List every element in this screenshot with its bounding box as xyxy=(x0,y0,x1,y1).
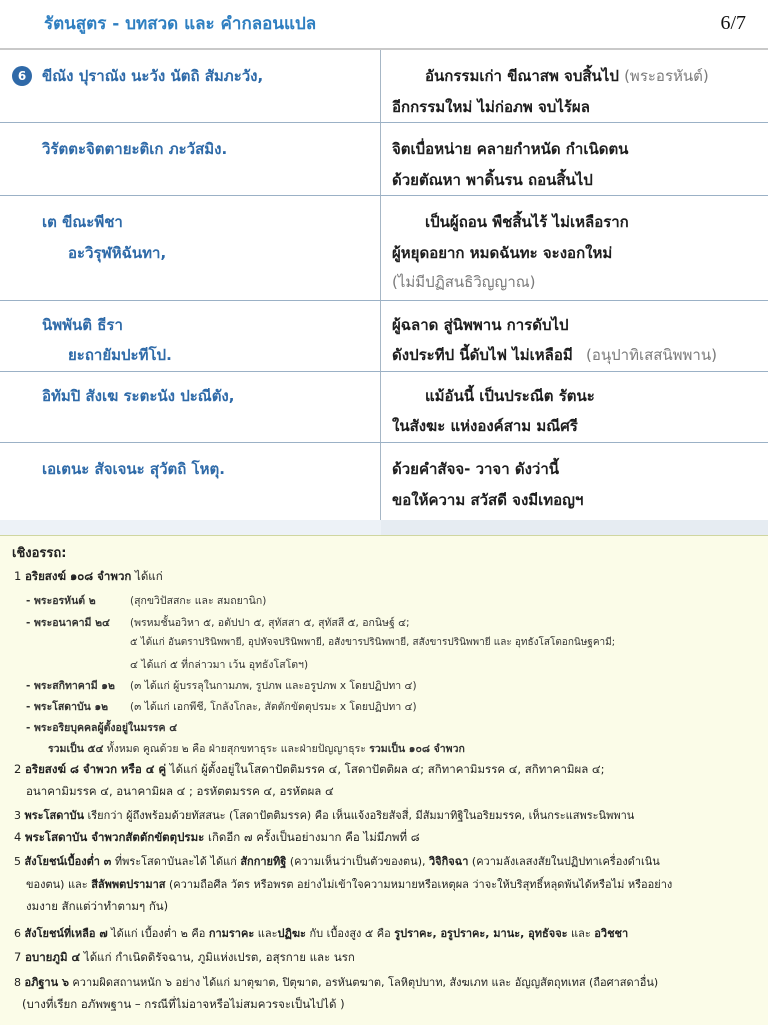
thai-text: ดังประทีป นี้ดับไฟ ไม่เหลือมี xyxy=(392,346,573,364)
thai-line: จิตเบื่อหน่าย คลายกำหนัด กำเนิดตน xyxy=(392,140,629,158)
footnote-1-label: - พระสกิทาคามี ๑๒ xyxy=(26,680,115,692)
verse-row xyxy=(0,123,768,196)
page-number: 6/7 xyxy=(720,12,746,34)
footnote-1-text: ๕ ได้แก่ อันตราปรินิพพายี, อุปหัจจปรินิพพายี, อสังขารปรินิพพายี, สสังขารปรินิพพายี และ อุทธังโสโตอกนิษฐคามี; xyxy=(130,637,616,648)
verse-number-badge: 6 xyxy=(12,66,32,86)
thai-line: ผู้ฉลาด สู่นิพพาน การดับไป xyxy=(392,316,569,334)
footnote-1-text: ๔ ได้แก่ ๕ ที่กล่าวมา เว้น อุทธังโสโตฯ) xyxy=(130,659,309,671)
footnote-1-text: (พรหมชั้นอวิหา ๕, อตัปปา ๕, สุทัสสา ๕, สุทัสสี ๕, อกนิษฐ์ ๔; xyxy=(130,617,410,629)
footnote-1-label: - พระโสดาบัน ๑๒ xyxy=(26,701,109,713)
verse-row xyxy=(0,196,768,301)
thai-line xyxy=(392,343,717,367)
footnote-1-label: - พระอรหันต์ ๒ xyxy=(26,595,96,607)
page-header xyxy=(0,0,768,48)
thai-line: แม้อันนี้ เป็นประณีต รัตนะ xyxy=(425,387,595,405)
pali-line: อะวิรุฬหิฉันทา, xyxy=(68,244,167,262)
page-title: รัตนสูตร - บทสวด และ คำกลอนแปล xyxy=(44,14,317,34)
pali-line: เอเตนะ สัจเจนะ สุวัตถิ โหตุ. xyxy=(42,460,225,478)
footnote-8: 8 อภิฐาน ๖ ความผิดสถานหนัก ๖ อย่าง ได้แก่ มาตุฆาต, ปิตุฆาต, อรหันตฆาต, โลหิตุปบาท, สังฆเภท และ อัญญสัตถุทเทส (ถือศาสดาอื่น) xyxy=(14,976,659,989)
footnotes-title: เชิงอรรถ: xyxy=(12,546,67,561)
pali-line: อิทัมปิ สังเฆ ระตะนัง ปะณีตัง, xyxy=(42,387,235,405)
footnote-1-label: - พระอริยบุคคลผู้ตั้งอยู่ในมรรค ๔ xyxy=(26,722,178,734)
pali-line: ยะถายัมปะทีโป. xyxy=(68,346,172,364)
footnote-1-text: (๓ ได้แก่ ผู้บรรลุในกามภพ, รูปภพ และอรูปภพ x โดยปฏิปทา ๔) xyxy=(130,680,417,692)
verse-row xyxy=(0,301,768,372)
thai-line: ผู้หยุดอยาก หมดฉันทะ จะงอกใหม่ xyxy=(392,244,613,262)
footnote-1-label: - พระอนาคามี ๒๔ xyxy=(26,617,110,629)
thai-line: อีกกรรมใหม่ ไม่ก่อภพ จบไร้ผล xyxy=(392,98,590,116)
pali-line: นิพพันติ ธีรา xyxy=(42,316,123,334)
footnote-1-text: (สุกขวิปัสสกะ และ สมถยานิก) xyxy=(130,595,267,607)
thai-note: (พระอรหันต์) xyxy=(624,67,709,85)
pali-line: เต ขีณะพีชา xyxy=(42,213,123,231)
verse-table xyxy=(0,48,768,538)
footnote-2-cont: อนาคามิมรรค ๔, อนาคามิผล ๔ ; อรหัตตมรรค ๔, อรหัตผล ๔ xyxy=(26,784,334,798)
footnote-6: 6 สังโยชน์ที่เหลือ ๗ ได้แก่ เบื้องต่ำ ๒ คือ กามราคะ และปฏิฆะ กับ เบื้องสูง ๕ คือ รูปราคะ, อรูปราคะ, มานะ, อุทธัจจะ และ อวิชชา xyxy=(14,927,629,940)
thai-note: (ไม่มีปฏิสนธิวิญญาณ) xyxy=(392,273,536,291)
footnote-5-cont: ของตน) และ สีลัพพตปรามาส (ความถือศีล วัตร หรือพรต อย่างไม่เข้าใจความหมายหรือเหตุผล ว่าจะให้บริสุทธิ์หลุดพ้นได้หรือไม่ หรืออย่าง xyxy=(26,878,673,891)
footnote-5-cont: งมงาย สักแต่ว่าทำตามๆ กัน) xyxy=(26,899,169,913)
footnotes-panel xyxy=(0,535,768,1025)
thai-line xyxy=(425,64,709,88)
pali-line: ขีณัง ปุราณัง นะวัง นัตถิ สัมภะวัง, xyxy=(42,67,264,85)
footnote-7: 7 อบายภูมิ ๔ ได้แก่ กำเนิดดิรัจฉาน, ภูมิแห่งเปรต, อสุรกาย และ นรก xyxy=(14,950,355,964)
footnote-5: 5 สังโยชน์เบื้องต่ำ ๓ ที่พระโสดาบันละได้ ได้แก่ สักกายทิฐิ (ความเห็นว่าเป็นตัวของตน), วิจิกิจฉา (ความลังเลสงสัยในปฏิปทาเครื่องดำเนิน xyxy=(14,855,660,868)
table-footer-strip xyxy=(0,520,768,535)
thai-text: อันกรรมเก่า ขีณาสพ จบสิ้นไป xyxy=(425,67,619,85)
footnote-1-total: รวมเป็น ๕๔ ทั้งหมด คูณด้วย ๒ คือ ฝ่ายสุกขทาธุระ และฝ่ายปัญญาธุระ รวมเป็น ๑๐๘ จำพวก xyxy=(48,743,465,755)
verse-row xyxy=(0,443,768,521)
thai-line: ด้วยตัณหา พาดิ้นรน ถอนสิ้นไป xyxy=(392,171,593,189)
thai-line: ด้วยคำสัจจ- วาจา ดังว่านี้ xyxy=(392,460,560,478)
thai-line: ขอให้ความ สวัสดี จงมีเทอญฯ xyxy=(392,491,584,509)
thai-line: ในสังฆะ แห่งองค์สาม มณีศรี xyxy=(392,417,578,435)
thai-note: (อนุปาทิเสสนิพพาน) xyxy=(586,346,717,364)
footnote-2: 2 อริยสงฆ์ ๘ จำพวก หรือ ๔ คู่ ได้แก่ ผู้ตั้งอยู่ในโสดาปัตติมรรค ๔, โสดาปัตติผล ๔; สกิทาคามิมรรค ๔, สกิทาคามิผล ๔; xyxy=(14,762,605,776)
footnote-3: 3 พระโสดาบัน เรียกว่า ผู้ถึงพร้อมด้วยทัสสนะ (โสดาปัตติมรรค) คือ เห็นแจ้งอริยสัจสี่, มีสัมมาทิฐิในอริยมรรค, เห็นกระแสพระนิพพาน xyxy=(14,809,635,822)
footnote-8-cont: (บางที่เรียก อภัพพฐาน – กรณีที่ไม่อาจหรือไม่สมควรจะเป็นไปได้ ) xyxy=(22,997,345,1011)
footnote-1-text: (๓ ได้แก่ เอกพีชี, โกลังโกละ, สัตตักขัตตุปรมะ x โดยปฏิปทา ๔) xyxy=(130,701,417,713)
verse-row xyxy=(0,372,768,443)
footnote-1: 1 อริยสงฆ์ ๑๐๘ จำพวก ได้แก่ xyxy=(14,569,163,583)
pali-line: วิรัตตะจิตตายะติเก ภะวัสมิง. xyxy=(42,140,228,158)
footnote-4: 4 พระโสดาบัน จำพวกสัตตักขัตตุปรมะ เกิดอีก ๗ ครั้งเป็นอย่างมาก คือ ไม่มีภพที่ ๘ xyxy=(14,830,420,844)
verse-row xyxy=(0,50,768,123)
thai-line: เป็นผู้ถอน พืชสิ้นไร้ ไม่เหลือราก xyxy=(425,213,629,231)
